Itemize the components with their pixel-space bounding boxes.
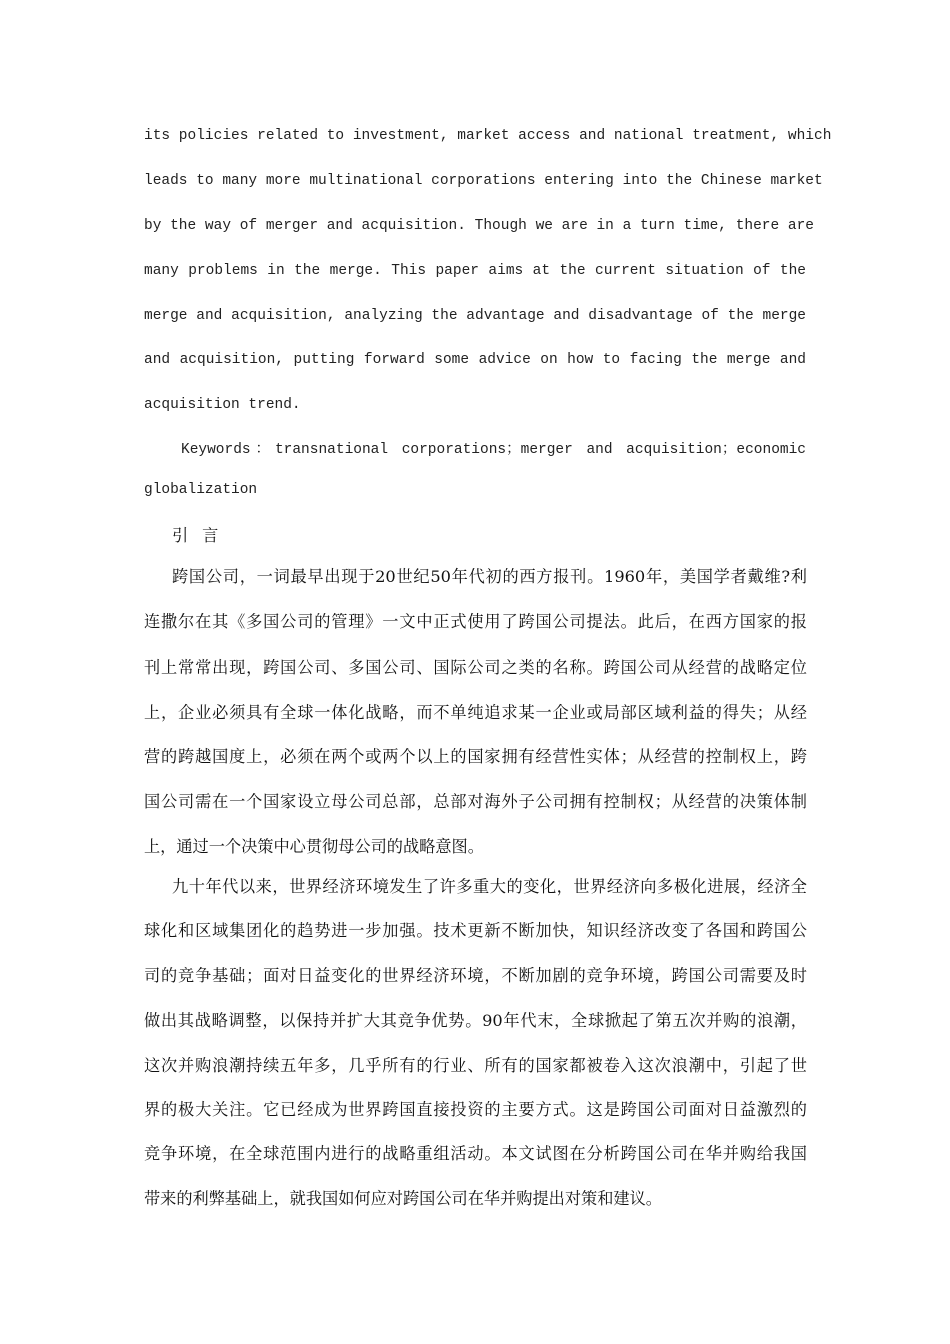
paragraph-line: 带来的利弊基础上，就我国如何应对跨国公司在华并购提出对策和建议。: [144, 1189, 662, 1208]
paragraph-line: 上，企业必须具有全球一体化战略，而不单纯追求某一企业或局部区域利益的得失；从经: [144, 703, 807, 722]
paragraph-line: 球化和区域集团化的趋势进一步加强。技术更新不断加快，知识经济改变了各国和跨国公: [144, 921, 807, 940]
abstract-line: by the way of merger and acquisition. Though we are in a turn time, there are: [144, 218, 815, 234]
keywords-line: Keywords：transnational corporations；merger and acquisition；economic: [181, 442, 806, 458]
section-heading: 引言: [172, 526, 233, 545]
paragraph-line: 竞争环境，在全球范围内进行的战略重组活动。本文试图在分析跨国公司在华并购给我国: [144, 1144, 807, 1163]
paragraph-line: 做出其战略调整，以保持并扩大其竞争优势。90年代末，全球掀起了第五次并购的浪潮，: [144, 1011, 807, 1030]
paragraph-line: 营的跨越国度上，必须在两个或两个以上的国家拥有经营性实体；从经营的控制权上，跨: [144, 747, 807, 766]
paragraph-line: 九十年代以来，世界经济环境发生了许多重大的变化，世界经济向多极化进展，经济全: [172, 877, 807, 896]
paragraph-line: 国公司需在一个国家设立母公司总部，总部对海外子公司拥有控制权；从经营的决策体制: [144, 792, 807, 811]
abstract-line: leads to many more multinational corporations entering into the Chinese market: [144, 173, 823, 189]
paragraph-line: 连撒尔在其《多国公司的管理》一文中正式使用了跨国公司提法。此后，在西方国家的报: [144, 612, 807, 631]
abstract-line: many problems in the merge. This paper aims at the current situation of the: [144, 263, 806, 279]
paragraph-line: 上，通过一个决策中心贯彻母公司的战略意图。: [144, 837, 484, 856]
paragraph-line: 这次并购浪潮持续五年多，几乎所有的行业、所有的国家都被卷入这次浪潮中，引起了世: [144, 1056, 807, 1075]
paragraph-line: 刊上常常出现，跨国公司、多国公司、国际公司之类的名称。跨国公司从经营的战略定位: [144, 658, 807, 677]
paragraph-line: 跨国公司，一词最早出现于20世纪50年代初的西方报刊。1960年，美国学者戴维?利: [172, 567, 807, 586]
abstract-line: and acquisition, putting forward some advice on how to facing the merge and: [144, 352, 806, 368]
paragraph-line: 司的竞争基础；面对日益变化的世界经济环境，不断加剧的竞争环境，跨国公司需要及时: [144, 966, 807, 985]
abstract-line: acquisition trend.: [144, 397, 301, 413]
paragraph-line: 界的极大关注。它已经成为世界跨国直接投资的主要方式。这是跨国公司面对日益激烈的: [144, 1100, 807, 1119]
abstract-line: its policies related to investment, market access and national treatment, which: [144, 128, 832, 144]
keywords-line: globalization: [144, 482, 258, 498]
abstract-line: merge and acquisition, analyzing the advantage and disadvantage of the merge: [144, 308, 806, 324]
